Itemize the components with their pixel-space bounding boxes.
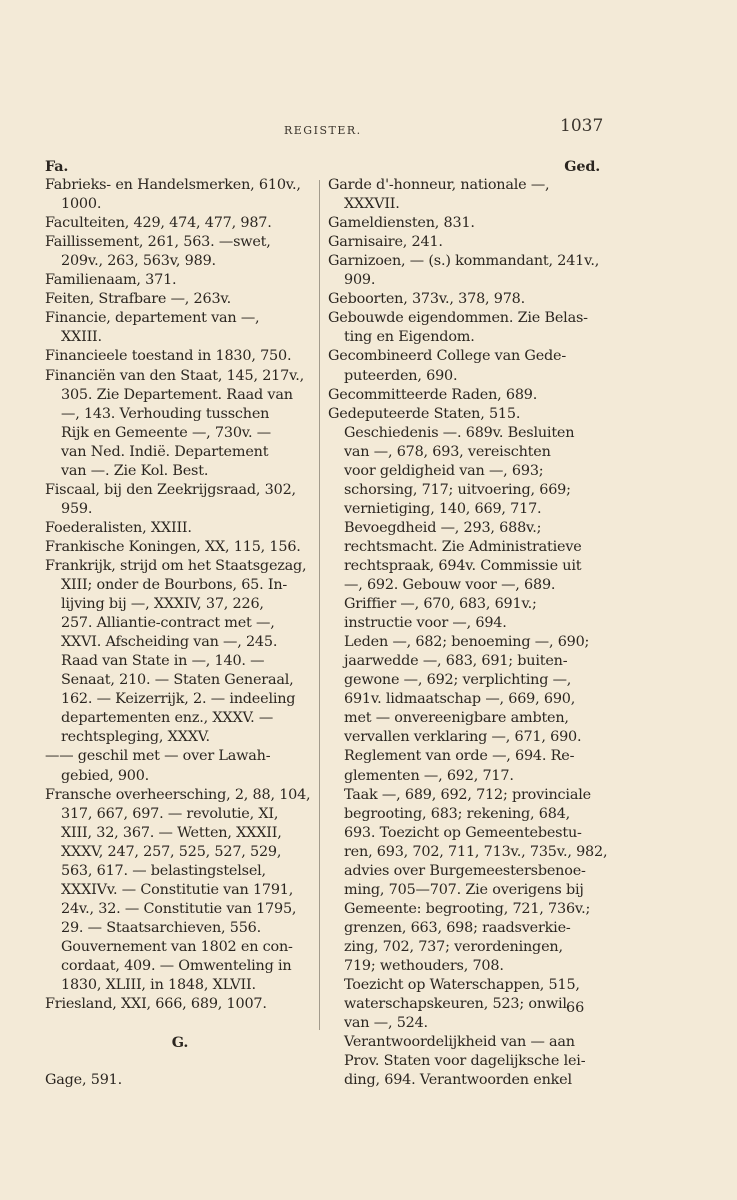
index-line: instructie voor —, 694. [344,615,507,632]
index-line: ding, 694. Verantwoorden enkel [344,1072,572,1089]
index-line: 305. Zie Departement. Raad van [61,386,293,403]
index-line: ming, 705—707. Zie overigens bij [344,881,584,898]
index-line: Faillissement, 261, 563. —swet, [45,234,271,251]
index-line: 29. — Staatsarchieven, 556. [61,919,262,936]
index-line: 691v. lidmaatschap —, 669, 690, [344,691,576,708]
index-line: Prov. Staten voor dagelijksche lei- [344,1053,586,1070]
index-line: Foederalisten, XXIII. [45,519,192,536]
index-line: waterschapskeuren, 523; onwil [344,996,567,1013]
index-line: Fransche overheersching, 2, 88, 104, [45,786,311,803]
index-line [45,1014,315,1033]
index-line: ting en Eigendom. [344,329,475,346]
index-line: Rijk en Gemeente —, 730v. — [61,424,271,441]
index-line: —, 143. Verhouding tusschen [61,405,270,422]
index-line: van —, 524. [344,1015,428,1032]
index-line: XIII, 32, 367. — Wetten, XXXII, [61,824,282,841]
index-line: Gecommitteerde Raden, 689. [328,386,538,403]
index-line: 909. [344,272,376,289]
index-line: 162. — Keizerrijk, 2. — indeeling [61,691,296,708]
index-line: 24v., 32. — Constitutie van 1795, [61,900,297,917]
index-line: Frankische Koningen, XX, 115, 156. [45,538,301,555]
index-line: Friesland, XXI, 666, 689, 1007. [45,996,267,1013]
index-line: Garnisaire, 241. [328,234,443,251]
index-line: Geboorten, 373v., 378, 978. [328,291,526,308]
index-line: van —. Zie Kol. Best. [61,462,209,479]
index-line: 563, 617. — belastingstelsel, [61,862,266,879]
index-line: advies over Burgemeestersbenoe- [344,862,586,879]
index-line: —— geschil met — over Lawah- [45,748,271,765]
index-line: lijving bij —, XXXIV, 37, 226, [61,596,264,613]
index-line: Reglement van orde —, 694. Re- [344,748,575,765]
index-line: XXXV, 247, 257, 525, 527, 529, [61,843,282,860]
index-line: Griffier —, 670, 683, 691v.; [344,596,537,613]
index-line: Frankrijk, strijd om het Staatsgezag, [45,557,307,574]
index-line: glementen —, 692, 717. [344,767,514,784]
page-number: 1037 [560,116,604,136]
index-line: Toezicht op Waterschappen, 515, [344,977,580,994]
index-line: departementen enz., XXXV. — [61,710,274,727]
index-line: —, 692. Gebouw voor —, 689. [344,577,556,594]
index-line: Financiën van den Staat, 145, 217v., [45,367,305,384]
index-line: gewone —, 692; verplichting —, [344,672,572,689]
page-header-title: REGISTER. [284,124,362,137]
index-line: Fiscaal, bij den Zeekrijgsraad, 302, [45,481,296,498]
index-line: Familienaam, 371. [45,272,177,289]
index-line: Raad van State in —, 140. — [61,653,265,670]
index-line: Financie, departement van —, [45,310,260,327]
index-line: Gemeente: begrooting, 721, 736v.; [344,900,591,917]
index-line: 257. Alliantie-contract met —, [61,615,275,632]
index-line: 719; wethouders, 708. [344,957,504,974]
index-line: cordaat, 409. — Omwenteling in [61,957,292,974]
index-line: grenzen, 663, 698; raadsverkie- [344,919,571,936]
index-line: Gedeputeerde Staten, 515. [328,405,521,422]
index-line: Gebouwde eigendommen. Zie Belas- [328,310,588,327]
index-line: Leden —, 682; benoeming —, 690; [344,634,590,651]
index-line: Gameldiensten, 831. [328,215,475,232]
index-line: Feiten, Strafbare —, 263v. [45,291,232,308]
index-line: van —, 678, 693, vereischten [344,443,551,460]
index-line: schorsing, 717; uitvoering, 669; [344,481,571,498]
index-line: Fabrieks- en Handelsmerken, 610v., [45,177,301,194]
index-line: ren, 693, 702, 711, 713v., 735v., 982, [344,843,608,860]
index-line: zing, 702, 737; verordeningen, [344,938,563,955]
column-divider [319,180,320,1030]
index-line: XXXIVv. — Constitutie van 1791, [61,881,294,898]
index-line: voor geldigheid van —, 693; [344,462,544,479]
index-line: Bevoegdheid —, 293, 688v.; [344,519,542,536]
index-line: Gage, 591. [45,1072,122,1089]
index-line: Gecombineerd College van Gede- [328,348,567,365]
index-line: Financieele toestand in 1830, 750. [45,348,292,365]
index-line: 959. [61,500,93,517]
index-line: vervallen verklaring —, 671, 690. [344,729,582,746]
index-line: Taak —, 689, 692, 712; provinciale [344,786,591,803]
index-line: Faculteiten, 429, 474, 477, 987. [45,215,272,232]
section-letter: Fa. [45,158,69,175]
index-line: puteerden, 690. [344,367,458,384]
index-line: Garnizoen, — (s.) kommandant, 241v., [328,253,600,270]
index-line [45,1052,315,1071]
index-line: rechtsmacht. Zie Administratieve [344,538,582,555]
index-line: XXIII. [61,329,102,346]
index-line: 693. Toezicht op Gemeentebestu- [344,824,582,841]
index-line: vernietiging, 140, 669, 717. [344,500,542,517]
index-line: 1000. [61,196,102,213]
index-line: jaarwedde —, 683, 691; buiten- [344,653,568,670]
section-letter: G. [171,1034,189,1052]
index-line: begrooting, 683; rekening, 684, [344,805,571,822]
index-line: XXVI. Afscheiding van —, 245. [61,634,278,651]
signature-mark: 66 [566,1000,585,1016]
section-letter: Ged. [564,158,600,175]
index-line: van Ned. Indië. Departement [61,443,269,460]
index-line: 209v., 263, 563v, 989. [61,253,216,270]
index-line: 317, 667, 697. — revolutie, XI, [61,805,279,822]
index-line: Gouvernement van 1802 en con- [61,938,293,955]
index-line: rechtspraak, 694v. Commissie uit [344,557,582,574]
index-line: XXXVII. [344,196,400,213]
right-column [328,157,608,1090]
index-line: Senaat, 210. — Staten Generaal, [61,672,294,689]
index-line: Garde d'-honneur, nationale —, [328,177,550,194]
index-line: XIII; onder de Bourbons, 65. In- [61,577,288,594]
index-line: Geschiedenis —. 689v. Besluiten [344,424,575,441]
index-line: gebied, 900. [61,767,150,784]
index-line: 1830, XLIII, in 1848, XLVII. [61,977,256,994]
left-column [45,157,315,1090]
index-line: met — onvereenigbare ambten, [344,710,569,727]
index-line: rechtspleging, XXXV. [61,729,210,746]
index-line: Verantwoordelijkheid van — aan [344,1034,575,1051]
